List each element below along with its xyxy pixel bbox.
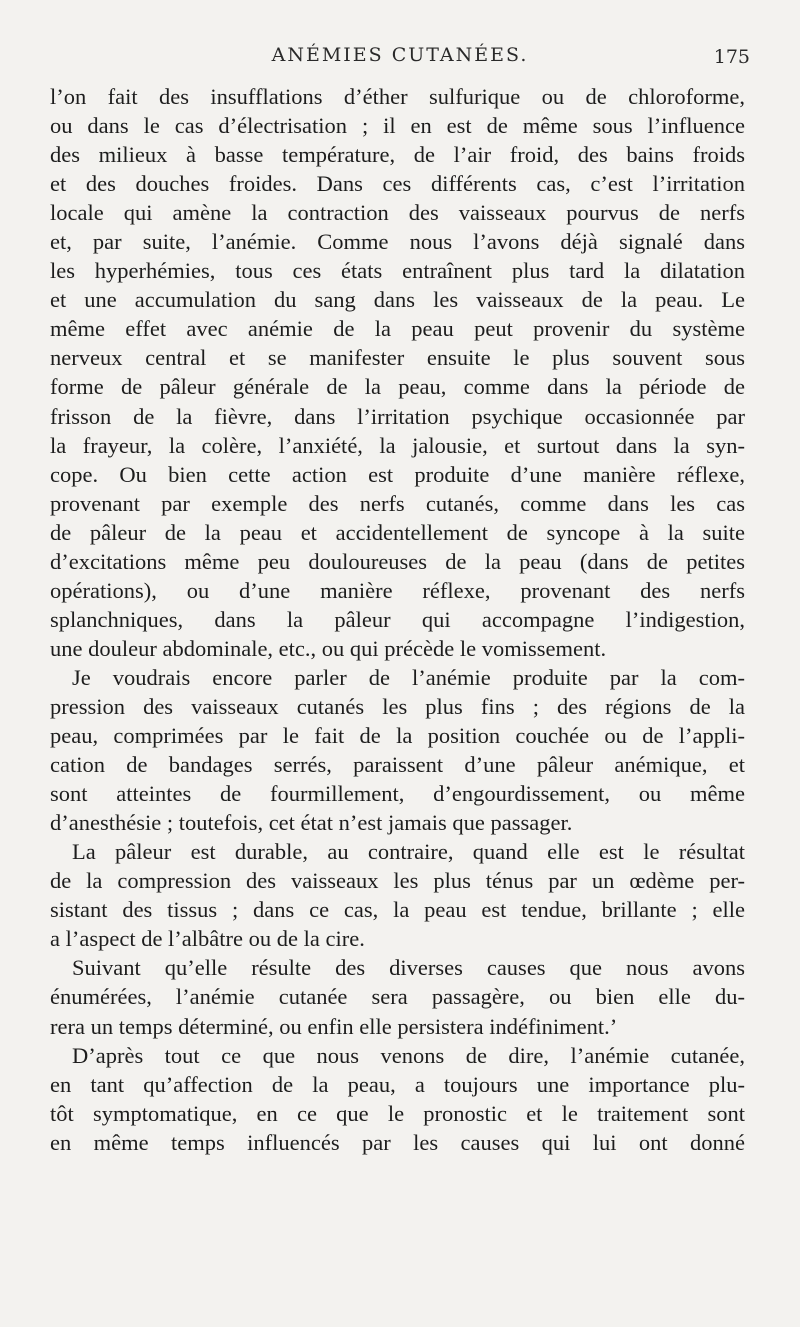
text-line: sont atteintes de fourmillement, d’engourdissement, ou même xyxy=(50,781,745,807)
text-line: locale qui amène la contraction des vaisseaux pourvus de nerfs xyxy=(50,200,745,226)
text-line: D’après tout ce que nous venons de dire, l’anémie cutanée, xyxy=(72,1042,745,1068)
text-line: provenant par exemple des nerfs cutanés, comme dans les cas xyxy=(50,490,745,516)
text-line: sistant des tissus ; dans ce cas, la peau est tendue, brillante ; elle xyxy=(50,897,745,923)
text-line: nerveux central et se manifester ensuite le plus souvent sous xyxy=(50,345,745,371)
text-line: pression des vaisseaux cutanés les plus fins ; des régions de la xyxy=(50,693,745,719)
text-line: a l’aspect de l’albâtre ou de la cire. xyxy=(50,926,365,952)
text-line: une douleur abdominale, etc., ou qui précède le vomissement. xyxy=(50,635,607,661)
text-line: cope. Ou bien cette action est produite d’une manière réflexe, xyxy=(50,461,745,487)
text-line: et une accumulation du sang dans les vaisseaux de la peau. Le xyxy=(50,287,745,313)
text-line: même effet avec anémie de la peau peut provenir du système xyxy=(50,316,745,342)
running-title: ANÉMIES CUTANÉES. xyxy=(271,44,529,66)
text-line: et, par suite, l’anémie. Comme nous l’avons déjà signalé dans xyxy=(50,229,745,255)
text-line: Suivant qu’elle résulte des diverses causes que nous avons xyxy=(72,955,745,981)
text-line: la frayeur, la colère, l’anxiété, la jalousie, et surtout dans la syn- xyxy=(50,432,745,458)
text-line: en même temps influencés par les causes qui lui ont donné xyxy=(50,1129,745,1155)
text-line: rera un temps déterminé, ou enfin elle persistera indéfiniment.’ xyxy=(50,1013,618,1039)
text-line: d’anesthésie ; toutefois, cet état n’est jamais que passager. xyxy=(50,810,573,836)
text-line: de pâleur de la peau et accidentellement de syncope à la suite xyxy=(50,519,745,545)
text-line: frisson de la fièvre, dans l’irritation psychique occasionnée par xyxy=(50,403,745,429)
body-text xyxy=(50,82,745,1157)
page-header xyxy=(50,44,750,74)
text-line: l’on fait des insufflations d’éther sulfurique ou de chloroforme, xyxy=(50,84,745,109)
text-line: cation de bandages serrés, paraissent d’une pâleur anémique, et xyxy=(50,752,745,778)
text-line: opérations), ou d’une manière réflexe, provenant des nerfs xyxy=(50,577,745,603)
text-line: énumérées, l’anémie cutanée sera passagère, ou bien elle du- xyxy=(50,984,745,1010)
text-line: et des douches froides. Dans ces différents cas, c’est l’irritation xyxy=(50,171,745,197)
text-line: peau, comprimées par le fait de la position couchée ou de l’appli- xyxy=(50,723,745,749)
text-line: tôt symptomatique, en ce que le pronostic et le traitement sont xyxy=(50,1100,745,1126)
text-line: forme de pâleur générale de la peau, comme dans la période de xyxy=(50,374,745,400)
text-line: La pâleur est durable, au contraire, quand elle est le résultat xyxy=(72,839,745,865)
text-line: Je voudrais encore parler de l’anémie produite par la com- xyxy=(72,664,745,690)
text-line: ou dans le cas d’électrisation ; il en est de même sous l’influence xyxy=(50,113,745,139)
text-line: les hyperhémies, tous ces états entraînent plus tard la dilatation xyxy=(50,258,745,284)
page-number: 175 xyxy=(713,46,750,68)
text-line: d’excitations même peu douloureuses de la peau (dans de petites xyxy=(50,548,745,574)
text-line: de la compression des vaisseaux les plus ténus par un œdème per- xyxy=(50,868,745,894)
text-line: en tant qu’affection de la peau, a toujours une importance plu- xyxy=(50,1071,745,1097)
text-line: splanchniques, dans la pâleur qui accompagne l’indigestion, xyxy=(50,606,745,632)
text-line: des milieux à basse température, de l’air froid, des bains froids xyxy=(50,142,745,168)
